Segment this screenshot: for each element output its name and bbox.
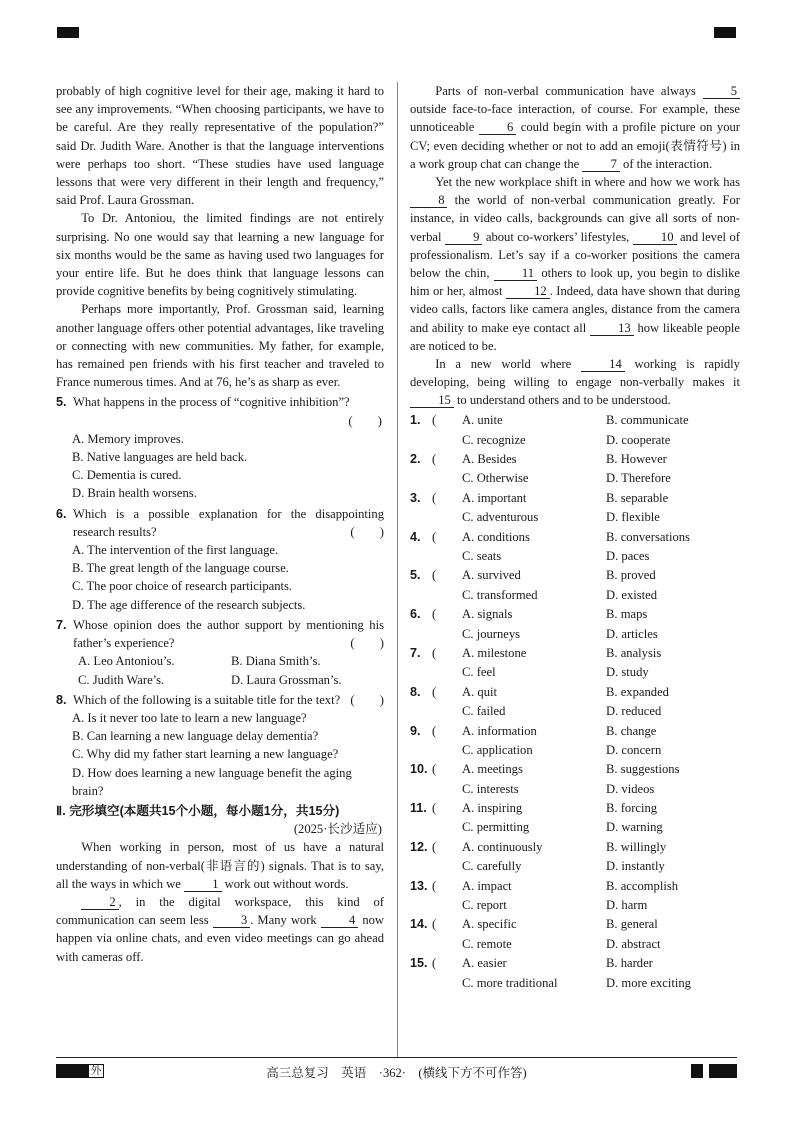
cloze-item-13	[410, 876, 740, 895]
option-d[interactable]: D. instantly	[606, 859, 665, 874]
passage-paragraph: probably of high cognitive level for their age, making it hard to see any improvements. “When choosing participants, we have to be careful. Are they really representative of the population?” said Dr. Judith Ware. Another is that the language interventions were perhaps too short. “These studies have used language lessons that were very different in their length and frequency,” said Prof. Laura Grossman.	[56, 84, 384, 208]
answer-bracket[interactable]: (	[432, 762, 437, 777]
cloze-item-5-row2	[410, 585, 740, 604]
option-b[interactable]: B. general	[606, 917, 658, 932]
option-c[interactable]: C. failed	[462, 704, 506, 719]
cloze-item-number: 6.	[410, 607, 421, 622]
option-d[interactable]: D. warning	[606, 820, 663, 835]
blank-6[interactable]: 6	[479, 120, 516, 135]
cloze-item-15-row2	[410, 973, 740, 992]
option[interactable]: B. The great length of the language course.	[72, 561, 289, 576]
option-c[interactable]: C. Otherwise	[462, 471, 529, 486]
footer-bar-right-small	[691, 1064, 703, 1078]
question-number: 5.	[56, 395, 67, 410]
answer-bracket[interactable]: (	[432, 529, 437, 544]
cloze-item-number: 9.	[410, 723, 421, 738]
cloze-item-9	[410, 721, 740, 740]
option-a[interactable]: A. important	[462, 490, 527, 505]
option[interactable]: B. Diana Smith’s.	[231, 654, 321, 669]
cloze-item-number: 10.	[410, 762, 428, 777]
option-a[interactable]: A. continuously	[462, 839, 543, 854]
option-a[interactable]: A. signals	[462, 607, 513, 622]
option-a[interactable]: A. easier	[462, 956, 507, 971]
question-number: 7.	[56, 617, 67, 632]
option[interactable]: A. Memory improves.	[72, 431, 184, 446]
cloze-paragraph: 2 , in the digital workspace, this kind of communication can seem less 3 . Many work 4 now happen via online chats, and even video meetings can go ahead with cameras off.	[56, 894, 385, 964]
option-d[interactable]: D. abstract	[606, 936, 661, 951]
section-title: Ⅱ. 完形填空(本题共15个小题，每小题1分，共15分)	[56, 803, 340, 818]
answer-bracket[interactable]: (	[432, 568, 437, 583]
option-b[interactable]: B. harder	[606, 956, 653, 971]
corner-mark-top-left	[57, 27, 79, 38]
option[interactable]: A. Leo Antoniou’s.	[78, 654, 175, 669]
cloze-item-number: 5.	[410, 568, 421, 583]
answer-bracket[interactable]: ( )	[350, 692, 384, 707]
option[interactable]: C. Dementia is cured.	[72, 468, 182, 483]
left-column	[56, 82, 384, 966]
passage-paragraph: Perhaps more importantly, Prof. Grossman said, learning another language offers other potential advantages, like traveling or connecting with new communities. My father, for example, has remained pen friends with his first teacher and traveled to France numerous times. And at 76, he’s as sharp as ever.	[56, 302, 384, 390]
answer-bracket[interactable]: ( )	[350, 636, 384, 651]
cloze-paragraph: When working in person, most of us have a natural understanding of non-verbal(非语言的) signals. That is to say, all the ways in which we 1 work out without words.	[56, 840, 384, 891]
cloze-item-number: 11.	[410, 801, 427, 816]
cloze-item-number: 7.	[410, 645, 421, 660]
cloze-item-number: 1.	[410, 413, 421, 428]
option-a[interactable]: A. quit	[462, 684, 497, 699]
cloze-item-number: 12.	[410, 839, 428, 854]
cloze-item-6	[410, 605, 740, 624]
cloze-item-11-row2	[410, 818, 740, 837]
option[interactable]: D. Brain health worsens.	[72, 486, 197, 501]
cloze-item-8-row2	[410, 702, 740, 721]
option-c[interactable]: C. feel	[462, 665, 496, 680]
option-c[interactable]: C. recognize	[462, 432, 526, 447]
option-a[interactable]: A. specific	[462, 917, 517, 932]
blank-15[interactable]: 15	[410, 393, 454, 408]
option-b[interactable]: B. accomplish	[606, 878, 679, 893]
blank-5[interactable]: 5	[703, 84, 740, 99]
cloze-item-11	[410, 798, 740, 817]
blank-8[interactable]: 8	[410, 193, 447, 208]
answer-bracket[interactable]: (	[432, 839, 437, 854]
cloze-item-5	[410, 566, 740, 585]
option[interactable]: D. Laura Grossman’s.	[231, 672, 342, 687]
blank-10[interactable]: 10	[633, 230, 677, 245]
option-a[interactable]: A. milestone	[462, 645, 527, 660]
answer-bracket[interactable]: (	[432, 956, 437, 971]
cloze-item-number: 3.	[410, 490, 421, 505]
cloze-item-1-row2	[410, 430, 740, 449]
option-a[interactable]: A. information	[462, 723, 537, 738]
option[interactable]: A. The intervention of the first language.	[72, 543, 279, 558]
answer-bracket[interactable]: (	[432, 645, 437, 660]
option-b[interactable]: B. separable	[606, 490, 669, 505]
option-c[interactable]: C. remote	[462, 936, 512, 951]
right-column	[410, 82, 740, 992]
option-b[interactable]: B. willingly	[606, 839, 667, 854]
column-divider	[397, 82, 398, 1057]
cloze-item-14-row2	[410, 934, 740, 953]
cloze-item-number: 13.	[410, 878, 428, 893]
option[interactable]: B. Can learning a new language delay dementia?	[72, 729, 319, 744]
option[interactable]: C. The poor choice of research participants.	[72, 579, 293, 594]
blank-3[interactable]: 3	[213, 913, 250, 928]
option-d[interactable]: D. more exciting	[606, 975, 691, 990]
question-7	[56, 616, 384, 689]
option-c[interactable]: C. transformed	[462, 587, 538, 602]
question-stem: Which of the following is a suitable title for the text? ( )	[73, 691, 384, 709]
cloze-item-7-row2	[410, 663, 740, 682]
option-c[interactable]: C. seats	[462, 548, 502, 563]
cloze-paragraph: Parts of non-verbal communication have always 5 outside face-to-face interaction, of course. For example, these unnoticeable 6 could begin with a profile picture on your CV; even deciding whether or not to add an emoji(表情符号) in a work group chat can change the 7 of the interaction.	[410, 84, 740, 171]
question-stem: What happens in the process of “cognitive inhibition”?	[73, 395, 350, 410]
option[interactable]: B. Native languages are held back.	[72, 450, 248, 465]
answer-bracket[interactable]: (	[432, 801, 437, 816]
answer-bracket[interactable]: (	[432, 490, 437, 505]
option-a[interactable]: A. Besides	[462, 452, 517, 467]
cloze-paragraph: In a new world where 14 working is rapidly developing, being willing to engage non-verbally makes it 15 to understand others and to be understood.	[410, 357, 740, 408]
option-b[interactable]: B. expanded	[606, 684, 669, 699]
question-8	[56, 691, 384, 800]
option-d[interactable]: D. flexible	[606, 510, 660, 525]
answer-bracket[interactable]: ( )	[348, 413, 382, 428]
passage-paragraph: To Dr. Antoniou, the limited findings are not entirely surprising. No one would say that learning a new language for six months would be the same as having used two languages for your entire life. But he does think that language lessons can provide cognitive benefits by being cognitively stimulating.	[56, 211, 384, 299]
cloze-item-2	[410, 449, 740, 468]
cloze-item-15	[410, 954, 740, 973]
blank-7[interactable]: 7	[582, 157, 619, 172]
option[interactable]: C. Judith Ware’s.	[78, 672, 165, 687]
cloze-item-12-row2	[410, 857, 740, 876]
option-b[interactable]: B. However	[606, 452, 667, 467]
blank-4[interactable]: 4	[321, 913, 358, 928]
blank-13[interactable]: 13	[590, 321, 634, 336]
cloze-item-4	[410, 527, 740, 546]
answer-bracket[interactable]: (	[432, 684, 437, 699]
cloze-item-2-row2	[410, 469, 740, 488]
question-5	[56, 393, 384, 502]
option-b[interactable]: B. communicate	[606, 413, 689, 428]
option-b[interactable]: B. proved	[606, 568, 656, 583]
option-d[interactable]: D. videos	[606, 781, 655, 796]
option-d[interactable]: D. paces	[606, 548, 650, 563]
option[interactable]: A. Is it never too late to learn a new language?	[72, 710, 307, 725]
cloze-paragraph: Yet the new workplace shift in where and how we work has 8 the world of non-verbal communication greatly. For instance, in video calls, backgrounds can give all sorts of non-verbal 9 about co-workers’ lifestyles, 10 and level of professionalism. Let’s say if a co-worker positions the camera below the chin, 11 others to look up, you begin to dislike him or her, almost 12 . Indeed, data have shown that during video calls, factors like camera angles, distance from the camera and ability to make eye contact all 13 how likeable people are noticed to be.	[410, 175, 740, 353]
cloze-options-list	[410, 411, 740, 993]
cloze-item-10-row2	[410, 779, 740, 798]
cloze-item-number: 14.	[410, 917, 428, 932]
blank-11[interactable]: 11	[494, 266, 537, 281]
footer-text: 高三总复习 英语 ·362· (横线下方不可作答)	[266, 1066, 527, 1080]
cloze-item-number: 2.	[410, 452, 421, 467]
answer-bracket[interactable]: ( )	[350, 524, 384, 539]
option-b[interactable]: B. forcing	[606, 801, 658, 816]
answer-bracket[interactable]: (	[432, 607, 437, 622]
option[interactable]: D. How does learning a new language benefit the aging brain?	[72, 765, 352, 798]
page-footer	[56, 1057, 737, 1084]
question-stem: Whose opinion does the author support by mentioning his father’s experience? ( )	[73, 616, 384, 652]
option-b[interactable]: B. analysis	[606, 645, 662, 660]
cloze-item-6-row2	[410, 624, 740, 643]
blank-12[interactable]: 12	[506, 284, 550, 299]
answer-bracket[interactable]: (	[432, 413, 437, 428]
cloze-item-number: 8.	[410, 684, 421, 699]
option-c[interactable]: C. carefully	[462, 859, 522, 874]
option-b[interactable]: B. change	[606, 723, 657, 738]
option-a[interactable]: A. survived	[462, 568, 521, 583]
answer-bracket[interactable]: (	[432, 917, 437, 932]
option-c[interactable]: C. interests	[462, 781, 519, 796]
blank-2[interactable]: 2	[81, 895, 118, 910]
cloze-item-7	[410, 643, 740, 662]
option-c[interactable]: C. permitting	[462, 820, 530, 835]
option-d[interactable]: D. harm	[606, 898, 648, 913]
blank-9[interactable]: 9	[445, 230, 482, 245]
option-a[interactable]: A. inspiring	[462, 801, 523, 816]
option[interactable]: D. The age difference of the research subjects.	[72, 597, 306, 612]
cloze-item-1	[410, 411, 740, 430]
option-c[interactable]: C. more traditional	[462, 975, 558, 990]
option-a[interactable]: A. unite	[462, 413, 503, 428]
cloze-item-8	[410, 682, 740, 701]
cloze-item-9-row2	[410, 740, 740, 759]
option-a[interactable]: A. conditions	[462, 529, 530, 544]
option-d[interactable]: D. Therefore	[606, 471, 671, 486]
option-d[interactable]: D. reduced	[606, 704, 662, 719]
option-d[interactable]: D. articles	[606, 626, 658, 641]
cloze-item-number: 15.	[410, 956, 428, 971]
cloze-item-4-row2	[410, 546, 740, 565]
cloze-item-14	[410, 915, 740, 934]
cloze-item-13-row2	[410, 895, 740, 914]
footer-bar-right	[709, 1064, 737, 1078]
option-c[interactable]: C. adventurous	[462, 510, 539, 525]
option-a[interactable]: A. meetings	[462, 762, 523, 777]
blank-14[interactable]: 14	[581, 357, 625, 372]
option-d[interactable]: D. cooperate	[606, 432, 671, 447]
question-number: 8.	[56, 692, 67, 707]
option-c[interactable]: C. application	[462, 742, 533, 757]
option-b[interactable]: B. maps	[606, 607, 648, 622]
cloze-item-number: 4.	[410, 529, 421, 544]
option-d[interactable]: D. study	[606, 665, 649, 680]
option-a[interactable]: A. impact	[462, 878, 512, 893]
option-c[interactable]: C. report	[462, 898, 507, 913]
option-b[interactable]: B. conversations	[606, 529, 690, 544]
cloze-item-3-row2	[410, 508, 740, 527]
cloze-item-10	[410, 760, 740, 779]
blank-1[interactable]: 1	[184, 877, 221, 892]
option[interactable]: C. Why did my father start learning a new language?	[72, 747, 339, 762]
question-stem: Which is a possible explanation for the disappointing research results? ( )	[73, 505, 384, 541]
cloze-item-3	[410, 488, 740, 507]
question-number: 6.	[56, 506, 67, 521]
option-b[interactable]: B. suggestions	[606, 762, 680, 777]
option-d[interactable]: D. existed	[606, 587, 658, 602]
question-6	[56, 505, 384, 614]
answer-bracket[interactable]: (	[432, 723, 437, 738]
corner-mark-top-right	[714, 27, 736, 38]
answer-bracket[interactable]: (	[432, 878, 437, 893]
subject-sign: 外	[88, 1064, 104, 1078]
option-c[interactable]: C. journeys	[462, 626, 521, 641]
section-source: (2025·长沙适应)	[293, 822, 382, 837]
option-d[interactable]: D. concern	[606, 742, 662, 757]
answer-bracket[interactable]: (	[432, 452, 437, 467]
cloze-item-12	[410, 837, 740, 856]
